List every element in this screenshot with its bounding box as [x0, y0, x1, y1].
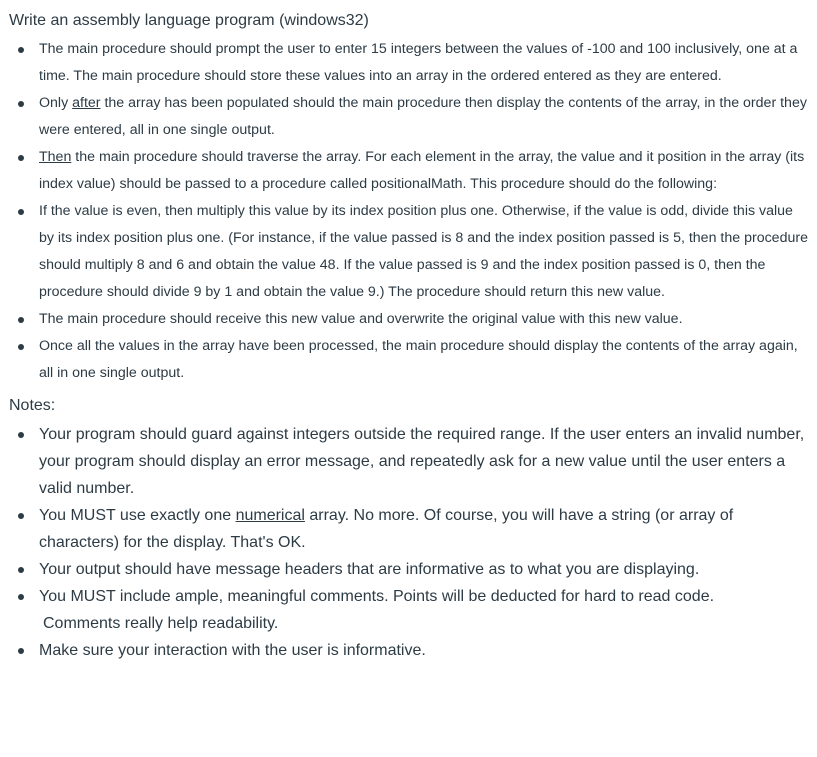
note-text: Make sure your interaction with the user is informative. — [39, 642, 426, 659]
list-item — [39, 556, 809, 583]
requirement-text: the main procedure should traverse the array. For each element in the array, the value and it position in the array (its index value) should be passed to a procedure called positionalMath. This procedure should do the following: — [39, 149, 805, 192]
list-item — [39, 198, 809, 306]
requirement-text: If the value is even, then multiply this value by its index position plus one. Otherwise, if the value is odd, divide this value by its index position plus one. (For instance, if the value passed is 8 and the index position passed is 5, then the procedure should multiply 8 and 6 and obtain the value 48. If the value passed is 9 and the index position passed is 0, then the procedure should divide 9 by 1 and obtain the value 9.) The procedure should return this new value. — [39, 203, 808, 300]
list-item — [39, 502, 809, 556]
list-item — [39, 583, 809, 637]
notes-list — [9, 421, 809, 664]
note-continuation: Comments really help readability. — [43, 615, 279, 632]
list-item — [39, 333, 809, 387]
underlined-word: after — [72, 95, 101, 111]
list-item — [39, 306, 809, 333]
note-text: Your output should have message headers that are informative as to what you are displaying. — [39, 561, 700, 578]
note-prefix: You MUST use exactly one — [39, 507, 236, 524]
list-item — [39, 421, 809, 502]
page-title: Write an assembly language program (windows32) — [9, 12, 369, 29]
note-text: Your program should guard against integers outside the required range. If the user enters an invalid number, your program should display an error message, and repeatedly ask for a new value until the user enters a valid number. — [39, 426, 805, 497]
list-item — [39, 90, 809, 144]
requirement-text: The main procedure should receive this new value and overwrite the original value with this new value. — [39, 311, 683, 327]
list-item — [39, 36, 809, 90]
underlined-word: numerical — [235, 507, 305, 524]
requirement-text: The main procedure should prompt the user to enter 15 integers between the values of -100 and 100 inclusively, one at a time. The main procedure should store these values into an array in the ordered entered as they are entered. — [39, 41, 798, 84]
list-item — [39, 637, 809, 664]
note-text: array. No more. Of course, you will have a string (or array of characters) for the display. That's OK. — [39, 507, 734, 551]
notes-heading: Notes: — [9, 397, 56, 414]
requirement-text: the array has been populated should the main procedure then display the contents of the array, in the order they were entered, all in one single output. — [39, 95, 807, 138]
underlined-word: Then — [39, 149, 72, 165]
note-text: You MUST include ample, meaningful comments. Points will be deducted for hard to read code. — [39, 588, 715, 605]
requirements-list — [9, 36, 809, 387]
requirement-text: Once all the values in the array have been processed, the main procedure should display the contents of the array again, all in one single output. — [39, 338, 798, 381]
list-item — [39, 144, 809, 198]
requirement-prefix: Only — [39, 95, 73, 111]
